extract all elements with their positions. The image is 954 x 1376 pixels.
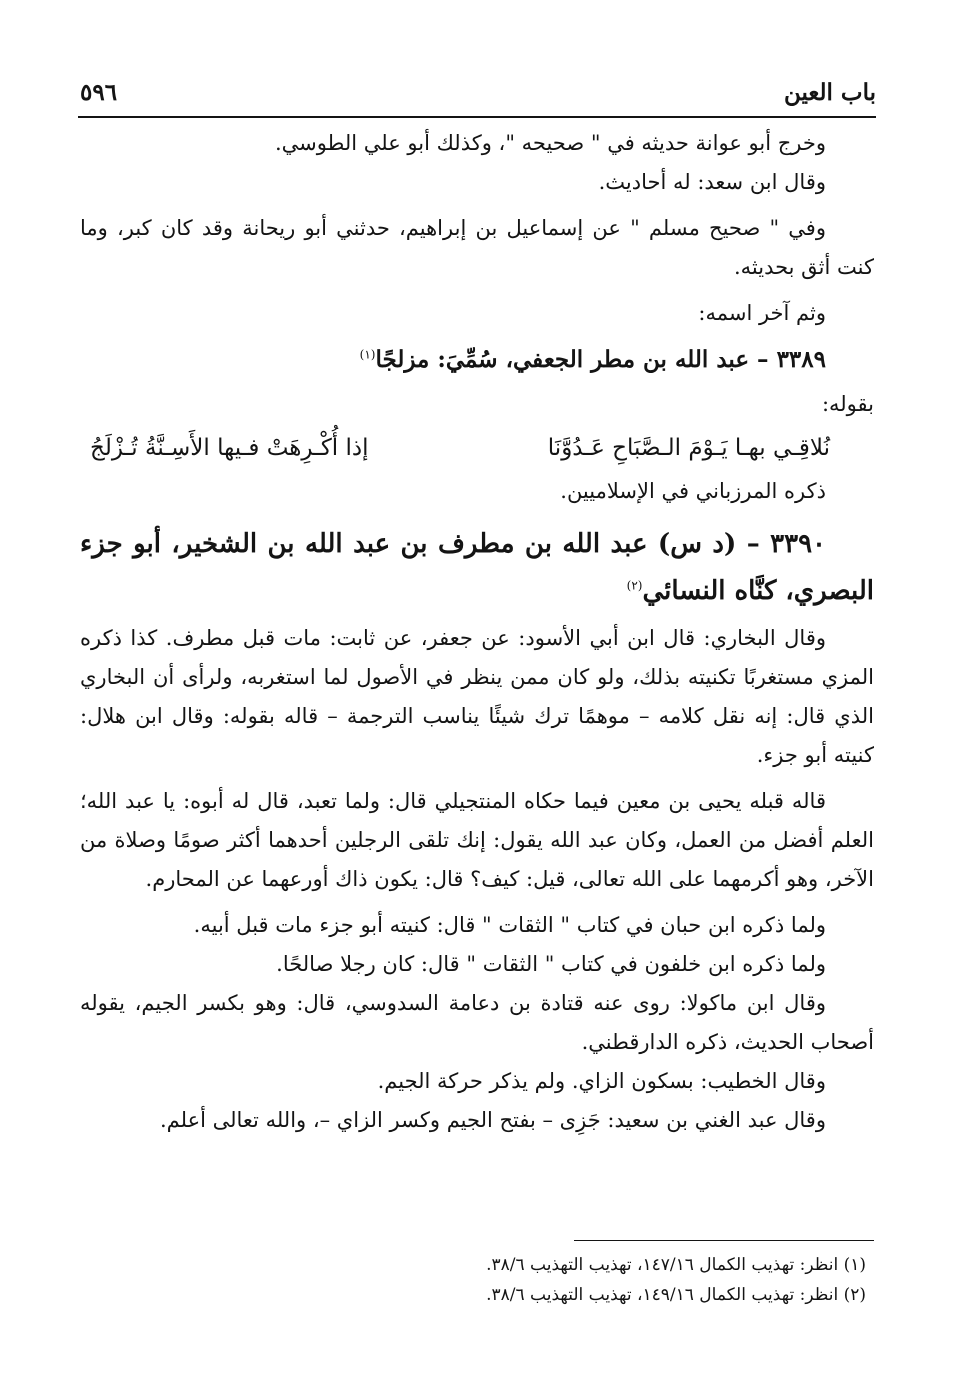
entry-heading-3389	[80, 339, 874, 381]
paragraph-9: ولما ذكره ابن حبان في كتاب " الثقات " قال: كنيته أبو جزء مات قبل أبيه.	[193, 913, 826, 937]
paragraph-3: وفي " صحيح مسلم " عن إسماعيل بن إبراهيم، حدثني أبو ريحانة وقد كان كبر، وما كنت أثق بحديثه.	[80, 216, 874, 279]
header-rule	[78, 116, 876, 118]
entry-title: – (د س) عبد الله بن مطرف بن عبد الله بن الشخير، أبو جزء البصري، كنَّاه النسائي	[80, 529, 874, 606]
paragraph-10: ولما ذكره ابن خلفون في كتاب " الثقات " قال: كان رجلا صالحًا.	[276, 952, 826, 976]
paragraph-11: وقال ابن ماكولا: روى عنه قتادة بن دعامة السدوسي، قال: وهو بكسر الجيم، يقوله أصحاب الحديث، ذكره الدارقطني.	[80, 991, 874, 1054]
poem-hemistich-first: نُلاقِـي بهـا يَـوْمَ الـصَّبَاحِ عَـدُوَّنَا	[547, 435, 830, 461]
running-header	[80, 72, 876, 112]
paragraph-12: وقال الخطيب: بسكون الزاي. ولم يذكر حركة الجيم.	[377, 1069, 826, 1093]
entry-heading-3390	[80, 521, 874, 615]
paragraph-8: قاله قبله يحيى بن معين فيما حكاه المنتجيلي قال: ولما تعبد، قال له أبوه: يا عبد الله؛ العلم أفضل من العمل، وكان عبد الله يقول: إنك تلقى الرجلين أحدهما أكثر صومًا وصلاة من الآخر، وهو أكرمهما على الله تعالى، قيل: كيف؟ قال: يكون ذاك أورعهما عن المحارم.	[80, 789, 874, 891]
paragraph-6: ذكره المرزباني في الإسلاميين.	[560, 479, 826, 503]
paragraph-13: وقال عبد الغني بن سعيد: جَزِى – بفتح الجيم وكسر الزاي –، والله تعالى أعلم.	[159, 1108, 826, 1132]
paragraph-1: وخرج أبو عوانة حديثه في " صحيحه "، وكذلك أبو علي الطوسي.	[274, 131, 826, 155]
page-number: ٥٩٦	[80, 78, 118, 106]
main-text	[80, 124, 874, 1140]
footnote-1: (١) انظر: تهذيب الكمال ١٤٧/١٦، تهذيب التهذيب ٣٨/٦.	[486, 1255, 866, 1275]
entry-number: ٣٣٩٠	[770, 529, 826, 559]
entry-title: – عبد الله بن مطر الجعفي، سُمِّيَ: مزلجًا	[375, 346, 769, 373]
poem-hemistich-second: إذا أُكْـرِهَتْ فـيها الأَسِـنَّةُ تُـزْلَجُ	[90, 435, 369, 461]
chapter-title: باب العين	[783, 78, 876, 106]
footnote-2: (٢) انظر: تهذيب الكمال ١٤٩/١٦، تهذيب التهذيب ٣٨/٦.	[486, 1285, 866, 1305]
paragraph-5: بقوله:	[821, 392, 874, 416]
footnotes	[80, 1250, 874, 1310]
entry-number: ٣٣٨٩	[776, 346, 826, 373]
paragraph-4: وثم آخر اسمه:	[698, 301, 826, 325]
poem-verse	[80, 424, 874, 472]
footnote-rule	[574, 1240, 874, 1241]
paragraph-2: وقال ابن سعد: له أحاديث.	[598, 170, 826, 194]
footnote-marker: (٢)	[626, 578, 643, 593]
footnote-marker: (١)	[359, 347, 376, 362]
paragraph-7: وقال البخاري: قال ابن أبي الأسود: عن جعفر، عن ثابت: مات قبل مطرف. كذا ذكره المزي مستغربًا تكنيته بذلك، ولو كان ممن ينظر في الأصول لما استغربه، ولرأى أن البخاري الذي قال: إنه نقل كلامه – موهمًا ترك شيئًا يناسب الترجمة – قاله بقوله: وقال ابن هلال: كنيته أبو جزء.	[80, 626, 874, 767]
